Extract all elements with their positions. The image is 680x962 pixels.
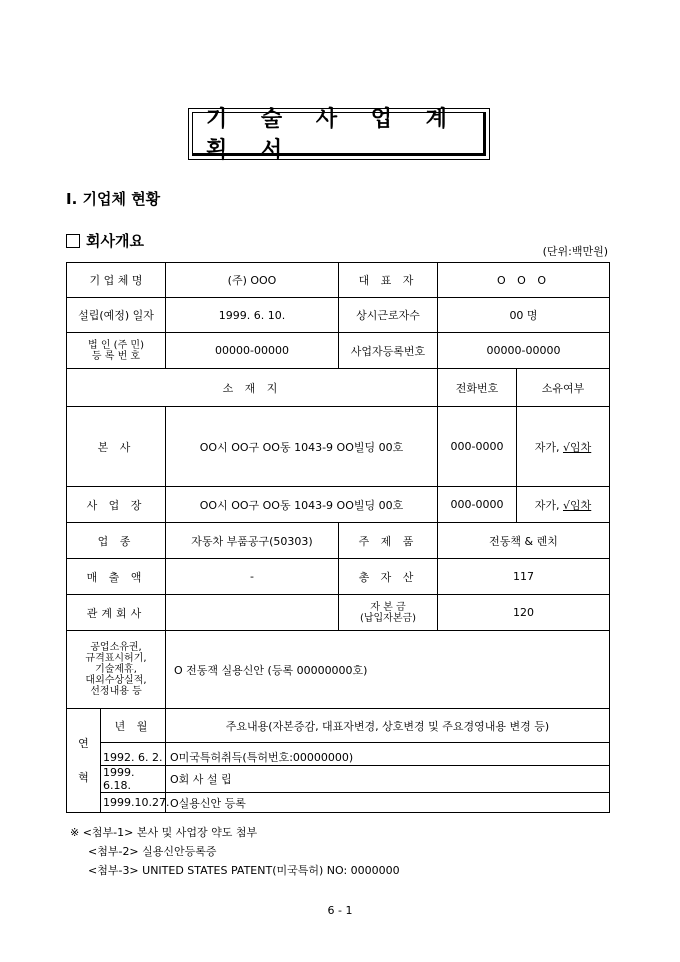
sales-label: 매 출 액 xyxy=(67,559,166,595)
representative-label: 대 표 자 xyxy=(339,263,438,298)
founded-label: 설립(예정) 일자 xyxy=(67,298,166,333)
attachment-notes xyxy=(70,823,400,880)
ip-value: O 전동잭 실용신안 (등록 00000000호) xyxy=(166,631,610,709)
employees-value: 00 명 xyxy=(438,298,610,333)
history-text-3: O실용신안 등록 xyxy=(166,793,610,813)
product-value: 전동책 & 렌치 xyxy=(438,523,610,559)
hq-own-selected: √임차 xyxy=(562,440,592,454)
sales-value: - xyxy=(166,559,339,595)
history-date-3: 1999.10.27. xyxy=(101,793,166,813)
note-1: ※ <첨부-1> 본사 및 사업장 약도 첨부 xyxy=(70,826,258,839)
subsection-heading xyxy=(66,230,144,251)
site-address: OO시 OO구 OO동 1043-9 OO빌딩 00호 xyxy=(166,487,438,523)
site-own-selected: √임차 xyxy=(562,498,592,512)
product-label: 주 제 품 xyxy=(339,523,438,559)
ip-label: 공업소유권, 규격표시허기, 기술제휴, 대외수상실적, 선정내용 등 xyxy=(67,631,166,709)
note-3: <첨부-3> UNITED STATES PATENT(미국특허) NO: 0000000 xyxy=(88,864,400,877)
hq-ownership xyxy=(517,407,610,487)
capital-label: 자 본 금 (납입자본금) xyxy=(339,595,438,631)
hq-phone: 000-0000 xyxy=(438,407,517,487)
ownership-header: 소유여부 xyxy=(517,369,610,407)
company-name-label: 기 업 체 명 xyxy=(67,263,166,298)
history-side-char-1: 연 xyxy=(78,736,89,750)
history-date-1: 1992. 6. 2. xyxy=(101,743,166,766)
representative-value: O O O xyxy=(438,263,610,298)
checkbox-icon xyxy=(66,234,80,248)
history-text-1: O미국특허취득(특허번호:00000000) xyxy=(166,743,610,766)
biz-number-label: 사업자등록번호 xyxy=(339,333,438,369)
document-title: 기 술 사 업 계 획 서 xyxy=(192,112,486,156)
hq-label: 본 사 xyxy=(67,407,166,487)
hq-address: OO시 OO구 OO동 1043-9 OO빌딩 00호 xyxy=(166,407,438,487)
address-header: 소 재 지 xyxy=(67,369,438,407)
affiliates-value xyxy=(166,595,339,631)
industry-label: 업 종 xyxy=(67,523,166,559)
phone-header: 전화번호 xyxy=(438,369,517,407)
history-text-2: O회 사 설 립 xyxy=(166,766,610,793)
hq-own-prefix: 자가, xyxy=(534,440,560,454)
page-number: 6 - 1 xyxy=(327,904,353,917)
site-ownership xyxy=(517,487,610,523)
corp-number-value: 00000-00000 xyxy=(166,333,339,369)
assets-value: 117 xyxy=(438,559,610,595)
section-title: Ⅰ. 기업체 현황 xyxy=(66,190,161,208)
site-own-prefix: 자가, xyxy=(534,498,560,512)
history-side-label xyxy=(67,709,101,813)
subsection-title: 회사개요 xyxy=(86,232,144,250)
affiliates-label: 관계회사 xyxy=(67,595,166,631)
corp-number-label: 법 인 (주 민) 등 록 번 호 xyxy=(67,333,166,369)
note-2: <첨부-2> 실용신안등록증 xyxy=(88,845,217,858)
founded-value: 1999. 6. 10. xyxy=(166,298,339,333)
industry-value: 자동차 부품공구(50303) xyxy=(166,523,339,559)
assets-label: 총 자 산 xyxy=(339,559,438,595)
unit-label: (단위:백만원) xyxy=(542,245,608,258)
company-name-value: (주) OOO xyxy=(166,263,339,298)
history-content-header: 주요내용(자본증감, 대표자변경, 상호변경 및 주요경영내용 변경 등) xyxy=(166,709,610,743)
capital-value: 120 xyxy=(438,595,610,631)
history-side-char-2: 혁 xyxy=(78,770,89,784)
history-date-header: 년 월 xyxy=(101,709,166,743)
history-date-2: 1999. 6.18. xyxy=(101,766,166,793)
site-phone: 000-0000 xyxy=(438,487,517,523)
company-overview-table xyxy=(66,262,610,813)
title-box xyxy=(188,107,490,163)
biz-number-value: 00000-00000 xyxy=(438,333,610,369)
site-label: 사 업 장 xyxy=(67,487,166,523)
employees-label: 상시근로자수 xyxy=(339,298,438,333)
